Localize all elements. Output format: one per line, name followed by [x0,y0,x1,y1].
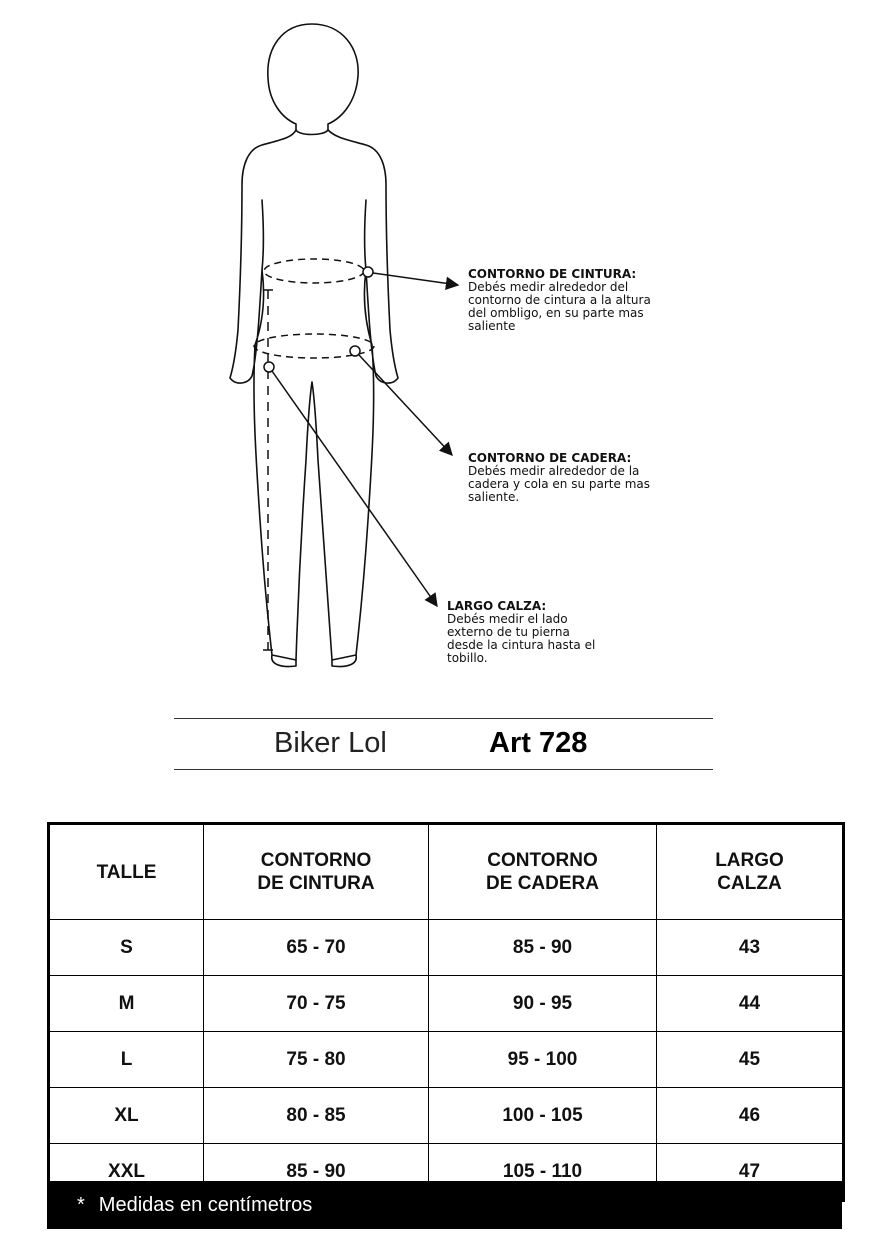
size-table [47,822,845,1202]
header-line: DE CADERA [486,873,599,894]
waist-dashed-ellipse [264,259,364,283]
cell-length: 43 [657,920,844,976]
product-article: Art 728 [489,727,588,759]
waist-annotation [468,268,683,333]
cell-hip: 85 - 90 [429,920,657,976]
cell-waist: 70 - 75 [204,976,429,1032]
cell-hip: 95 - 100 [429,1032,657,1088]
cell-length: 46 [657,1088,844,1144]
header-line: LARGO [715,850,784,871]
header-contorno-cintura [204,824,429,920]
leg-annotation-body: Debés medir el lado externo de tu pierna desde la cintura hasta el tobillo. [447,612,596,665]
table-footnote-bar [47,1181,842,1229]
table-row [49,920,844,976]
table-header-row [49,824,844,920]
hip-anchor-circle [350,346,360,356]
cell-hip: 105 - 110 [429,1144,657,1201]
cell-size: L [49,1032,204,1088]
header-talle [49,824,204,920]
cell-length: 47 [657,1144,844,1201]
header-line: CONTORNO [487,850,598,871]
cell-hip: 100 - 105 [429,1088,657,1144]
footnote-symbol: * [77,1194,85,1216]
table-row [49,1032,844,1088]
header-largo-calza [657,824,844,920]
bottom-divider [174,769,713,770]
cell-size: XXL [49,1144,204,1201]
hip-annotation-body: Debés medir alrededor de la cadera y cola en su parte mas saliente. [468,464,650,504]
header-line: TALLE [96,861,157,883]
waist-anchor-circle [363,267,373,277]
cell-waist: 75 - 80 [204,1032,429,1088]
leg-annotation-title: LARGO CALZA: [447,599,547,613]
header-line: CALZA [717,873,782,894]
cell-waist: 65 - 70 [204,920,429,976]
cell-size: XL [49,1088,204,1144]
top-divider [174,718,713,719]
cell-waist: 85 - 90 [204,1144,429,1201]
cell-waist: 80 - 85 [204,1088,429,1144]
hip-annotation-title: CONTORNO DE CADERA: [468,451,632,465]
table-row [49,976,844,1032]
waist-annotation-title: CONTORNO DE CINTURA: [468,267,637,281]
waist-annotation-body: Debés medir alrededor del contorno de cintura a la altura del ombligo, en su parte mas saliente [468,280,651,333]
cell-size: M [49,976,204,1032]
header-contorno-cadera [429,824,657,920]
header-line: CONTORNO [260,850,372,871]
cell-length: 45 [657,1032,844,1088]
cell-hip: 90 - 95 [429,976,657,1032]
leg-anchor-circle [264,362,274,372]
leg-annotation [447,600,627,665]
cell-length: 44 [657,976,844,1032]
table-row [49,1088,844,1144]
product-name: Biker Lol [274,727,387,759]
waist-arrow [373,273,458,285]
woman-silhouette-icon [230,24,398,667]
footnote-text: Medidas en centímetros [98,1194,313,1216]
hip-annotation [468,452,678,504]
leg-arrow [272,371,437,606]
header-line: DE CINTURA [257,873,375,894]
cell-size: S [49,920,204,976]
